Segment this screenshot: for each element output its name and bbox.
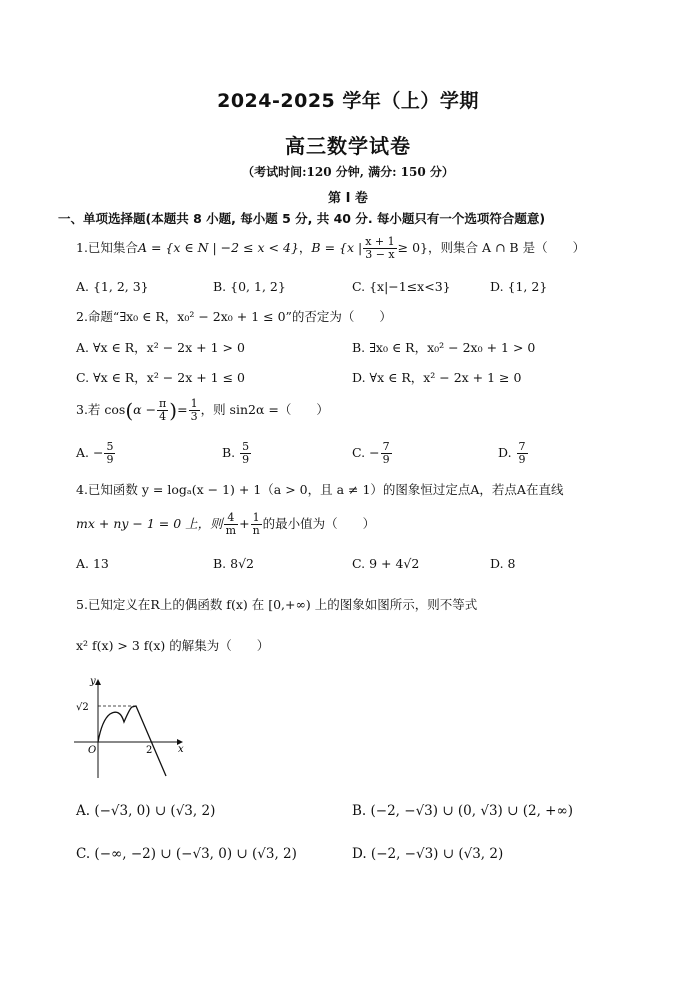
q2-option-c[interactable]: C. ∀x ∈ R，x² − 2x + 1 ≤ 0 bbox=[76, 370, 246, 385]
q4-option-c[interactable]: C. 9 + 4√2 bbox=[352, 556, 420, 571]
q3-pre: 3.若 cos bbox=[76, 402, 126, 418]
q3-c-label: C. bbox=[352, 445, 366, 461]
q1-set-b-pre: B = {x | bbox=[311, 240, 363, 256]
q3-a-den: 9 bbox=[106, 453, 114, 467]
q4-f1-num: 4 bbox=[224, 512, 238, 525]
q3-d-frac bbox=[517, 441, 528, 466]
q4-line2-pre: mx + ny − 1 = 0 上，则 bbox=[76, 516, 223, 532]
q1-comma: ， bbox=[298, 240, 312, 256]
q3-pi-den: 4 bbox=[159, 410, 167, 424]
question-4-line2 bbox=[76, 512, 375, 537]
q3-c-sign: − bbox=[369, 445, 380, 461]
q3-option-d[interactable] bbox=[498, 441, 529, 466]
function-curve bbox=[98, 706, 166, 776]
question-3-stem bbox=[76, 398, 329, 423]
q1-frac-num: x + 1 bbox=[365, 235, 395, 248]
q3-d-num: 7 bbox=[518, 440, 526, 453]
q3-a-label: A. bbox=[76, 445, 90, 461]
q4-option-d[interactable]: D. 8 bbox=[490, 556, 516, 571]
q3-d-label: D. bbox=[498, 445, 512, 461]
exam-info: （考试时间:120 分钟, 满分: 150 分） bbox=[242, 165, 454, 179]
q3-a-frac bbox=[104, 441, 115, 466]
q5-option-a[interactable]: A. (−√3, 0) ∪ (√3, 2) bbox=[76, 803, 216, 819]
q1-set-a: A = {x ∈ N | −2 ≤ x < 4} bbox=[137, 240, 299, 256]
q3-paren-open: ( bbox=[125, 398, 134, 423]
q4-frac-1 bbox=[224, 512, 238, 537]
q1-option-b[interactable]: B. {0, 1, 2} bbox=[213, 279, 286, 294]
part-label: 第 I 卷 bbox=[328, 191, 368, 206]
q3-pi-fraction bbox=[157, 398, 168, 423]
q3-c-frac bbox=[381, 441, 392, 466]
q3-rhs-num: 1 bbox=[190, 397, 198, 410]
q3-c-den: 9 bbox=[382, 453, 390, 467]
q4-frac-2 bbox=[251, 512, 262, 537]
q3-inner: α − bbox=[133, 402, 157, 418]
q4-f2-den: n bbox=[252, 524, 260, 538]
q1-pre: 1.已知集合 bbox=[76, 240, 138, 256]
graph-x-label: x bbox=[178, 744, 184, 755]
q3-rhs-den: 3 bbox=[190, 410, 198, 424]
graph-tick-sqrt2: √2 bbox=[76, 702, 89, 713]
q1-set-b-post: ≥ 0} bbox=[397, 240, 428, 256]
q1-frac-den: 3 − x bbox=[365, 248, 395, 262]
graph-tick-2: 2 bbox=[146, 745, 153, 756]
question-5-line2: x² f(x) > 3 f(x) 的解集为（ ） bbox=[76, 638, 270, 653]
q5-function-graph bbox=[70, 672, 200, 782]
graph-y-label: y bbox=[90, 676, 96, 687]
q4-line2-post: 的最小值为（ ） bbox=[262, 516, 376, 532]
q3-d-den: 9 bbox=[518, 453, 526, 467]
graph-origin-label: O bbox=[88, 745, 97, 756]
exam-title: 高三数学试卷 bbox=[285, 134, 411, 158]
q3-paren-close: ) bbox=[169, 398, 178, 423]
q3-option-b[interactable] bbox=[222, 441, 252, 466]
q2-option-b[interactable]: B. ∃x₀ ∈ R，x₀² − 2x₀ + 1 > 0 bbox=[352, 340, 536, 355]
q1-fraction bbox=[363, 236, 396, 261]
q1-option-c[interactable]: C. {x|−1≤x<3} bbox=[352, 279, 451, 294]
q3-rhs-fraction bbox=[189, 398, 200, 423]
q4-option-a[interactable]: A. 13 bbox=[76, 556, 109, 571]
q3-b-num: 5 bbox=[242, 440, 250, 453]
q1-option-a[interactable]: A. {1, 2, 3} bbox=[76, 279, 149, 294]
question-1-stem bbox=[76, 236, 585, 261]
q3-pi-num: π bbox=[159, 397, 167, 410]
q4-f2-num: 1 bbox=[251, 512, 262, 525]
q3-option-a[interactable] bbox=[76, 441, 116, 466]
q3-b-frac bbox=[240, 441, 251, 466]
q3-post: ，则 sin2α =（ ） bbox=[200, 402, 329, 418]
q3-eq: = bbox=[177, 402, 188, 418]
q2-option-d[interactable]: D. ∀x ∈ R，x² − 2x + 1 ≥ 0 bbox=[352, 370, 522, 385]
q5-option-c[interactable]: C. (−∞, −2) ∪ (−√3, 0) ∪ (√3, 2) bbox=[76, 846, 297, 862]
q1-option-d[interactable]: D. {1, 2} bbox=[490, 279, 548, 294]
question-2-stem: 2.命题“∃x₀ ∈ R，x₀² − 2x₀ + 1 ≤ 0”的否定为（ ） bbox=[76, 309, 392, 324]
q4-option-b[interactable]: B. 8√2 bbox=[213, 556, 255, 571]
q4-plus: + bbox=[239, 516, 250, 532]
q3-a-num: 5 bbox=[106, 440, 114, 453]
q2-option-a[interactable]: A. ∀x ∈ R，x² − 2x + 1 > 0 bbox=[76, 340, 245, 355]
q3-c-num: 7 bbox=[382, 440, 390, 453]
q5-option-d[interactable]: D. (−2, −√3) ∪ (√3, 2) bbox=[352, 846, 504, 862]
q3-a-sign: − bbox=[93, 445, 104, 461]
section-heading: 一、单项选择题(本题共 8 小题, 每小题 5 分, 共 40 分. 每小题只有一个选项符合题意) bbox=[58, 211, 546, 226]
q3-b-den: 9 bbox=[242, 453, 250, 467]
question-4-line1: 4.已知函数 y = logₐ(x − 1) + 1（a > 0，且 a ≠ 1）的图象恒过定点A，若点A在直线 bbox=[76, 482, 564, 497]
q5-option-b[interactable]: B. (−2, −√3) ∪ (0, √3) ∪ (2, +∞) bbox=[352, 803, 573, 819]
q3-b-label: B. bbox=[222, 445, 236, 461]
question-5-line1: 5.已知定义在R上的偶函数 f(x) 在 [0,+∞) 上的图象如图所示，则不等式 bbox=[76, 597, 478, 612]
q4-f1-den: m bbox=[225, 524, 237, 538]
exam-year-title: 2024-2025 学年（上）学期 bbox=[217, 90, 479, 112]
q3-option-c[interactable] bbox=[352, 441, 393, 466]
q1-post: ，则集合 A ∩ B 是（ ） bbox=[428, 240, 586, 256]
